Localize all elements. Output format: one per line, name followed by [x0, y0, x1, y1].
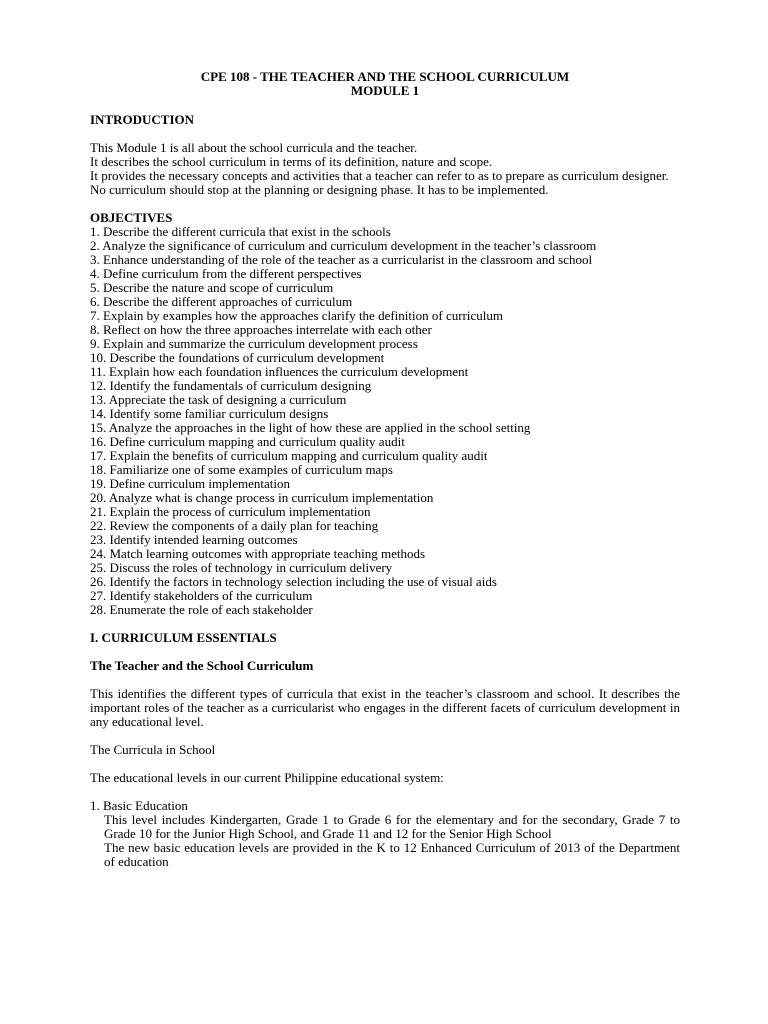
document-page — [90, 70, 680, 869]
document-title: CPE 108 - THE TEACHER AND THE SCHOOL CURRICULUM — [200, 69, 570, 84]
basic-education-label: 1. Basic Education — [90, 798, 188, 813]
levels-intro: The educational levels in our current Philippine educational system: — [90, 770, 444, 785]
objectives-list — [90, 225, 680, 617]
objective-item: 11. Explain how each foundation influences the curriculum development — [90, 364, 469, 379]
basic-education-paragraph: This level includes Kindergarten, Grade 1 to Grade 6 for the elementary and for the secondary, Grade 7 to Grade 10 for the Junior High School, and Grade 11 and 12 for the Senior High School — [104, 812, 680, 841]
objective-item: 10. Describe the foundations of curriculum development — [90, 350, 385, 365]
objective-item: 13. Appreciate the task of designing a curriculum — [90, 392, 347, 407]
introduction-body — [90, 141, 680, 197]
curricula-title: The Curricula in School — [90, 742, 216, 757]
intro-line: This Module 1 is all about the school curricula and the teacher. — [90, 140, 418, 155]
objective-item: 5. Describe the nature and scope of curriculum — [90, 280, 334, 295]
objectives-heading: OBJECTIVES — [90, 210, 173, 225]
objective-item: 28. Enumerate the role of each stakeholder — [90, 602, 313, 617]
objective-item: 8. Reflect on how the three approaches interrelate with each other — [90, 322, 432, 337]
objective-item: 17. Explain the benefits of curriculum mapping and curriculum quality audit — [90, 448, 488, 463]
intro-line: It describes the school curriculum in terms of its definition, nature and scope. — [90, 154, 493, 169]
basic-education-paragraph: The new basic education levels are provided in the K to 12 Enhanced Curriculum of 2013 of the Department of education — [104, 840, 680, 869]
section-heading: I. CURRICULUM ESSENTIALS — [90, 630, 277, 645]
objective-item: 14. Identify some familiar curriculum designs — [90, 406, 329, 421]
objective-item: 7. Explain by examples how the approaches clarify the definition of curriculum — [90, 308, 503, 323]
objective-item: 26. Identify the factors in technology selection including the use of visual aids — [90, 574, 497, 589]
objective-item: 6. Describe the different approaches of curriculum — [90, 294, 353, 309]
objective-item: 22. Review the components of a daily plan for teaching — [90, 518, 379, 533]
section-subheading: The Teacher and the School Curriculum — [90, 658, 314, 673]
objective-item: 18. Familiarize one of some examples of curriculum maps — [90, 462, 393, 477]
module-label: MODULE 1 — [350, 83, 420, 98]
intro-line: It provides the necessary concepts and activities that a teacher can refer to as to prepare as curriculum designer. — [90, 168, 669, 183]
introduction-heading: INTRODUCTION — [90, 112, 195, 127]
objective-item: 24. Match learning outcomes with appropriate teaching methods — [90, 546, 426, 561]
objective-item: 23. Identify intended learning outcomes — [90, 532, 298, 547]
objective-item: 21. Explain the process of curriculum implementation — [90, 504, 371, 519]
objective-item: 16. Define curriculum mapping and curriculum quality audit — [90, 434, 405, 449]
intro-line: No curriculum should stop at the planning or designing phase. It has to be implemented. — [90, 182, 549, 197]
section-paragraph: This identifies the different types of curricula that exist in the teacher’s classroom and school. It describes the important roles of the teacher as a curricularist who engages in the different facets of curriculum development in any educational level. — [90, 686, 680, 729]
objective-item: 9. Explain and summarize the curriculum development process — [90, 336, 418, 351]
objective-item: 3. Enhance understanding of the role of the teacher as a curricularist in the classroom and school — [90, 252, 593, 267]
objective-item: 2. Analyze the significance of curriculum and curriculum development in the teacher’s classroom — [90, 238, 597, 253]
objective-item: 19. Define curriculum implementation — [90, 476, 290, 491]
objective-item: 27. Identify stakeholders of the curriculum — [90, 588, 313, 603]
objective-item: 15. Analyze the approaches in the light of how these are applied in the school setting — [90, 420, 531, 435]
objective-item: 1. Describe the different curricula that exist in the schools — [90, 224, 391, 239]
objective-item: 25. Discuss the roles of technology in curriculum delivery — [90, 560, 393, 575]
objective-item: 4. Define curriculum from the different perspectives — [90, 266, 362, 281]
objective-item: 12. Identify the fundamentals of curriculum designing — [90, 378, 372, 393]
objective-item: 20. Analyze what is change process in curriculum implementation — [90, 490, 434, 505]
